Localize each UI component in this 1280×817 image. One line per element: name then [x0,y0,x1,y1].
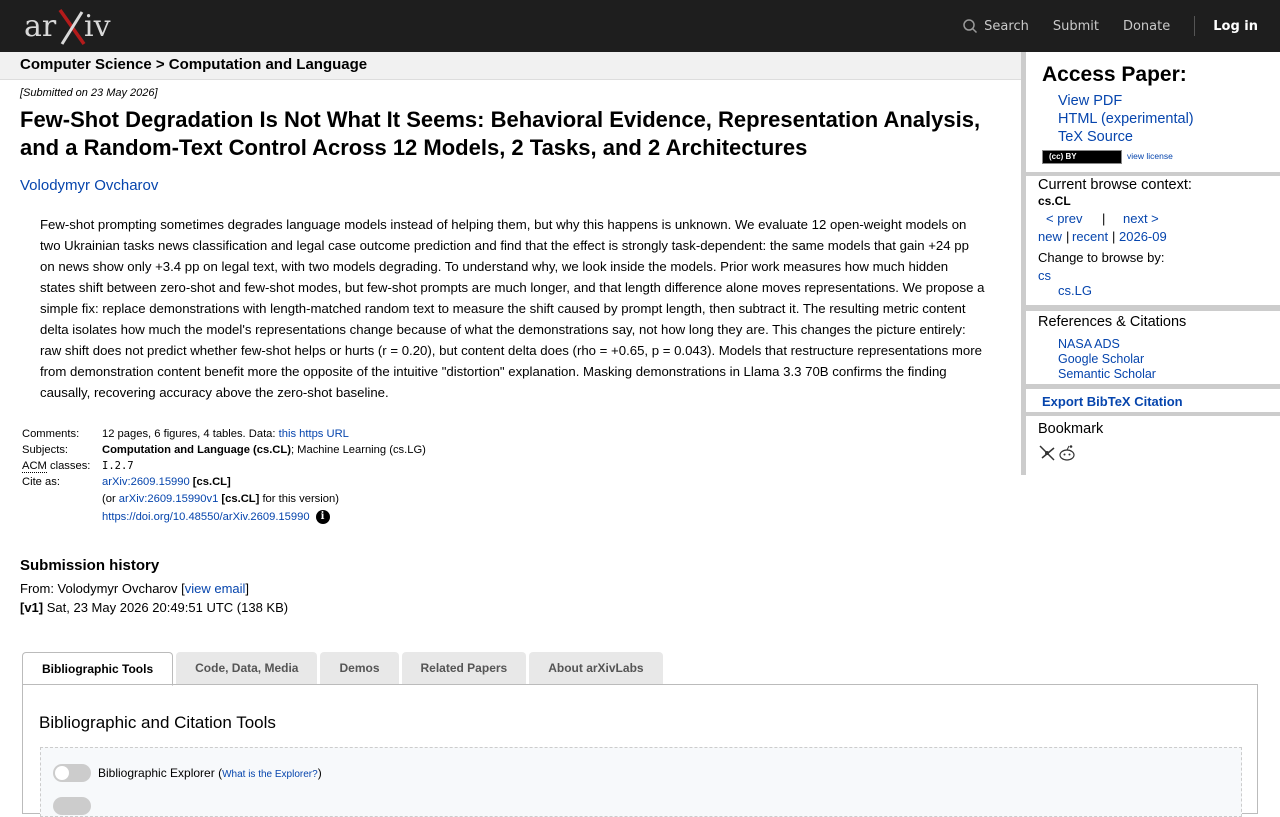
google-scholar-link[interactable]: Google Scholar [1058,352,1145,366]
explorer-close-paren: ) [317,766,322,780]
submit-link[interactable]: Submit [1052,18,1099,34]
nav-divider [1194,16,1195,36]
login-link[interactable]: Log in [1213,18,1258,34]
references-box [1026,311,1280,384]
explorer-help-link[interactable]: What is the Explorer? [222,769,318,780]
submission-history-heading: Submission history [20,557,160,574]
acm-row [20,458,428,474]
access-heading: Access Paper: [1042,63,1187,86]
cc-license-badge[interactable]: (cc) BY [1042,150,1122,164]
tab-code-data-media[interactable]: Code, Data, Media [176,652,317,684]
comments-value [100,426,428,442]
doi-link[interactable]: https://doi.org/10.48550/arXiv.2609.15990 [102,510,310,523]
prev-link[interactable]: < prev [1046,211,1083,226]
breadcrumb-bar [0,52,1021,80]
secondary-subjects: ; Machine Learning (cs.LG) [290,444,426,456]
header-nav [962,0,1280,52]
top-navbar [0,0,1280,52]
cite-version-link[interactable]: arXiv:2609.15990v1 [118,493,219,505]
acm-label [20,458,100,474]
search-icon [962,18,978,34]
tab-bibliographic-tools[interactable]: Bibliographic Tools [22,652,173,686]
recent-link[interactable]: recent [1072,229,1109,244]
new-link[interactable]: new [1038,229,1062,244]
explorer-label-text: Bibliographic Explorer [98,766,215,780]
acm-label-rest: classes: [46,460,91,472]
metadata-table [20,426,428,526]
version-line [20,600,288,615]
author-link[interactable] [20,177,158,194]
month-link[interactable]: 2026-09 [1119,229,1167,244]
recent-month-separator: | [1112,229,1116,244]
nasa-ads-link[interactable]: NASA ADS [1058,337,1120,351]
explorer-toggle[interactable] [53,764,91,782]
bookmark-box [1026,416,1280,475]
export-bibtex-link[interactable]: Export BibTeX Citation [1042,394,1183,409]
cite-category: [cs.CL] [189,476,231,488]
acm-value: I.2.7 [102,460,134,472]
search-link[interactable] [962,18,1029,34]
cite-value [100,474,428,526]
comments-row [20,426,428,442]
from-prefix: From: Volodymyr Ovcharov [ [20,581,185,596]
tab-demos[interactable]: Demos [320,652,398,684]
browse-heading: Current browse context: [1038,177,1192,193]
cs-link[interactable]: cs [1038,268,1051,283]
donate-link[interactable]: Donate [1122,18,1171,34]
cite-label: Cite as: [22,476,60,488]
bookmark-heading: Bookmark [1038,421,1104,437]
panel-title: Bibliographic and Citation Tools [39,713,276,732]
author-name[interactable]: Volodymyr Ovcharov [20,177,159,194]
cite-version-tail: for this version) [259,493,339,505]
tab-related-papers[interactable]: Related Papers [402,652,527,684]
arxiv-logo[interactable] [22,6,114,48]
prev-next-separator: | [1102,211,1106,226]
info-icon[interactable]: i [316,510,330,524]
search-label: Search [984,18,1029,34]
reddit-icon[interactable] [1058,444,1076,462]
next-link[interactable]: next > [1123,211,1159,226]
view-pdf-link[interactable]: View PDF [1058,93,1123,109]
version-date: Sat, 23 May 2026 20:49:51 UTC (138 KB) [43,600,289,615]
labs-tabs [22,652,666,685]
explorer-open-paren: ( [214,766,223,780]
submitted-date: [Submitted on 23 May 2026] [20,87,158,99]
svg-text:ar: ar [24,9,57,44]
tab-panel [22,684,1258,814]
abstract: Few-shot prompting sometimes degrades language models instead of helping them, but why this happens is unknown. We evaluate 12 open-weight models on two Ukrainian tasks news classification and legal case outcome prediction and find that the effect is strongly task-dependent: the same models that gain +24 pp on news show only +3.4 pp on legal text, with two models degrading. To understand why, we look inside the models. Prior work measures how much hidden states shift between zero-shot and few-shot modes, but few-shot prompts are much longer, and that length difference alone moves representations. We propose a simple fix: replace demonstrations with length-matched random text to measure the shift caused by prompt length, then subtract it. The resulting metric content delta isolates how much the model's representations change because of what the demonstrations say, not how long they are. This changes the picture entirely: raw shift does not predict whether few-shot helps or hurts (r = 0.20), but content delta does (rho = +0.65, p = 0.043). Models that restructure representations more from demonstration content benefit more the opposite of the intuitive "distortion" explanation. Masking demonstrations in Llama 3.3 70B confirms the finding causally, recovering accuracy above the zero-shot baseline. [40,217,985,400]
access-paper-box [1026,52,1280,172]
svg-text:iv: iv [84,9,111,44]
sidebar [1021,52,1280,475]
cs-lg-link[interactable]: cs.LG [1058,283,1092,298]
bibsonomy-icon[interactable] [1038,444,1056,462]
semantic-scholar-link[interactable]: Semantic Scholar [1058,367,1156,381]
change-browse-label: Change to browse by: [1038,250,1165,265]
comments-label: Comments: [22,428,80,440]
breadcrumb[interactable]: Computer Science > Computation and Language [20,56,368,73]
cite-row [20,474,428,526]
primary-subject: Computation and Language (cs.CL) [102,444,291,456]
browse-context-box [1026,176,1280,305]
subjects-label: Subjects: [22,444,69,456]
view-email-link[interactable]: view email [184,581,246,596]
export-bibtex-box [1026,389,1280,412]
cite-id-link[interactable]: arXiv:2609.15990 [102,476,190,488]
version-tag[interactable]: [v1] [20,600,44,615]
new-recent-separator: | [1066,229,1070,244]
paper-title: Few-Shot Degradation Is Not What It Seems: Behavioral Evidence, Representation Analysis, and a Random-Text Control Across 12 Models, 2 Tasks, and 2 Architectures [20,107,981,160]
subjects-row [20,442,428,458]
tab-about-arxivlabs[interactable]: About arXivLabs [529,652,662,684]
from-suffix: ] [245,581,250,596]
cite-version-category: [cs.CL] [218,493,260,505]
explorer-label [98,766,322,780]
subjects-value [100,442,428,458]
comments-text: 12 pages, 6 figures, 4 tables. Data: [102,428,279,440]
view-license-link[interactable]: view license [1127,151,1173,161]
cite-or: (or [102,493,119,505]
submitter-line [20,581,249,596]
references-heading: References & Citations [1038,314,1187,330]
acm-abbr: ACM [22,460,47,472]
browse-context: cs.CL [1038,194,1071,208]
explorer-box [40,747,1242,817]
tex-source-link[interactable]: TeX Source [1058,129,1133,145]
data-url-link[interactable]: this https URL [278,428,349,440]
html-link[interactable]: HTML (experimental) [1058,111,1194,127]
